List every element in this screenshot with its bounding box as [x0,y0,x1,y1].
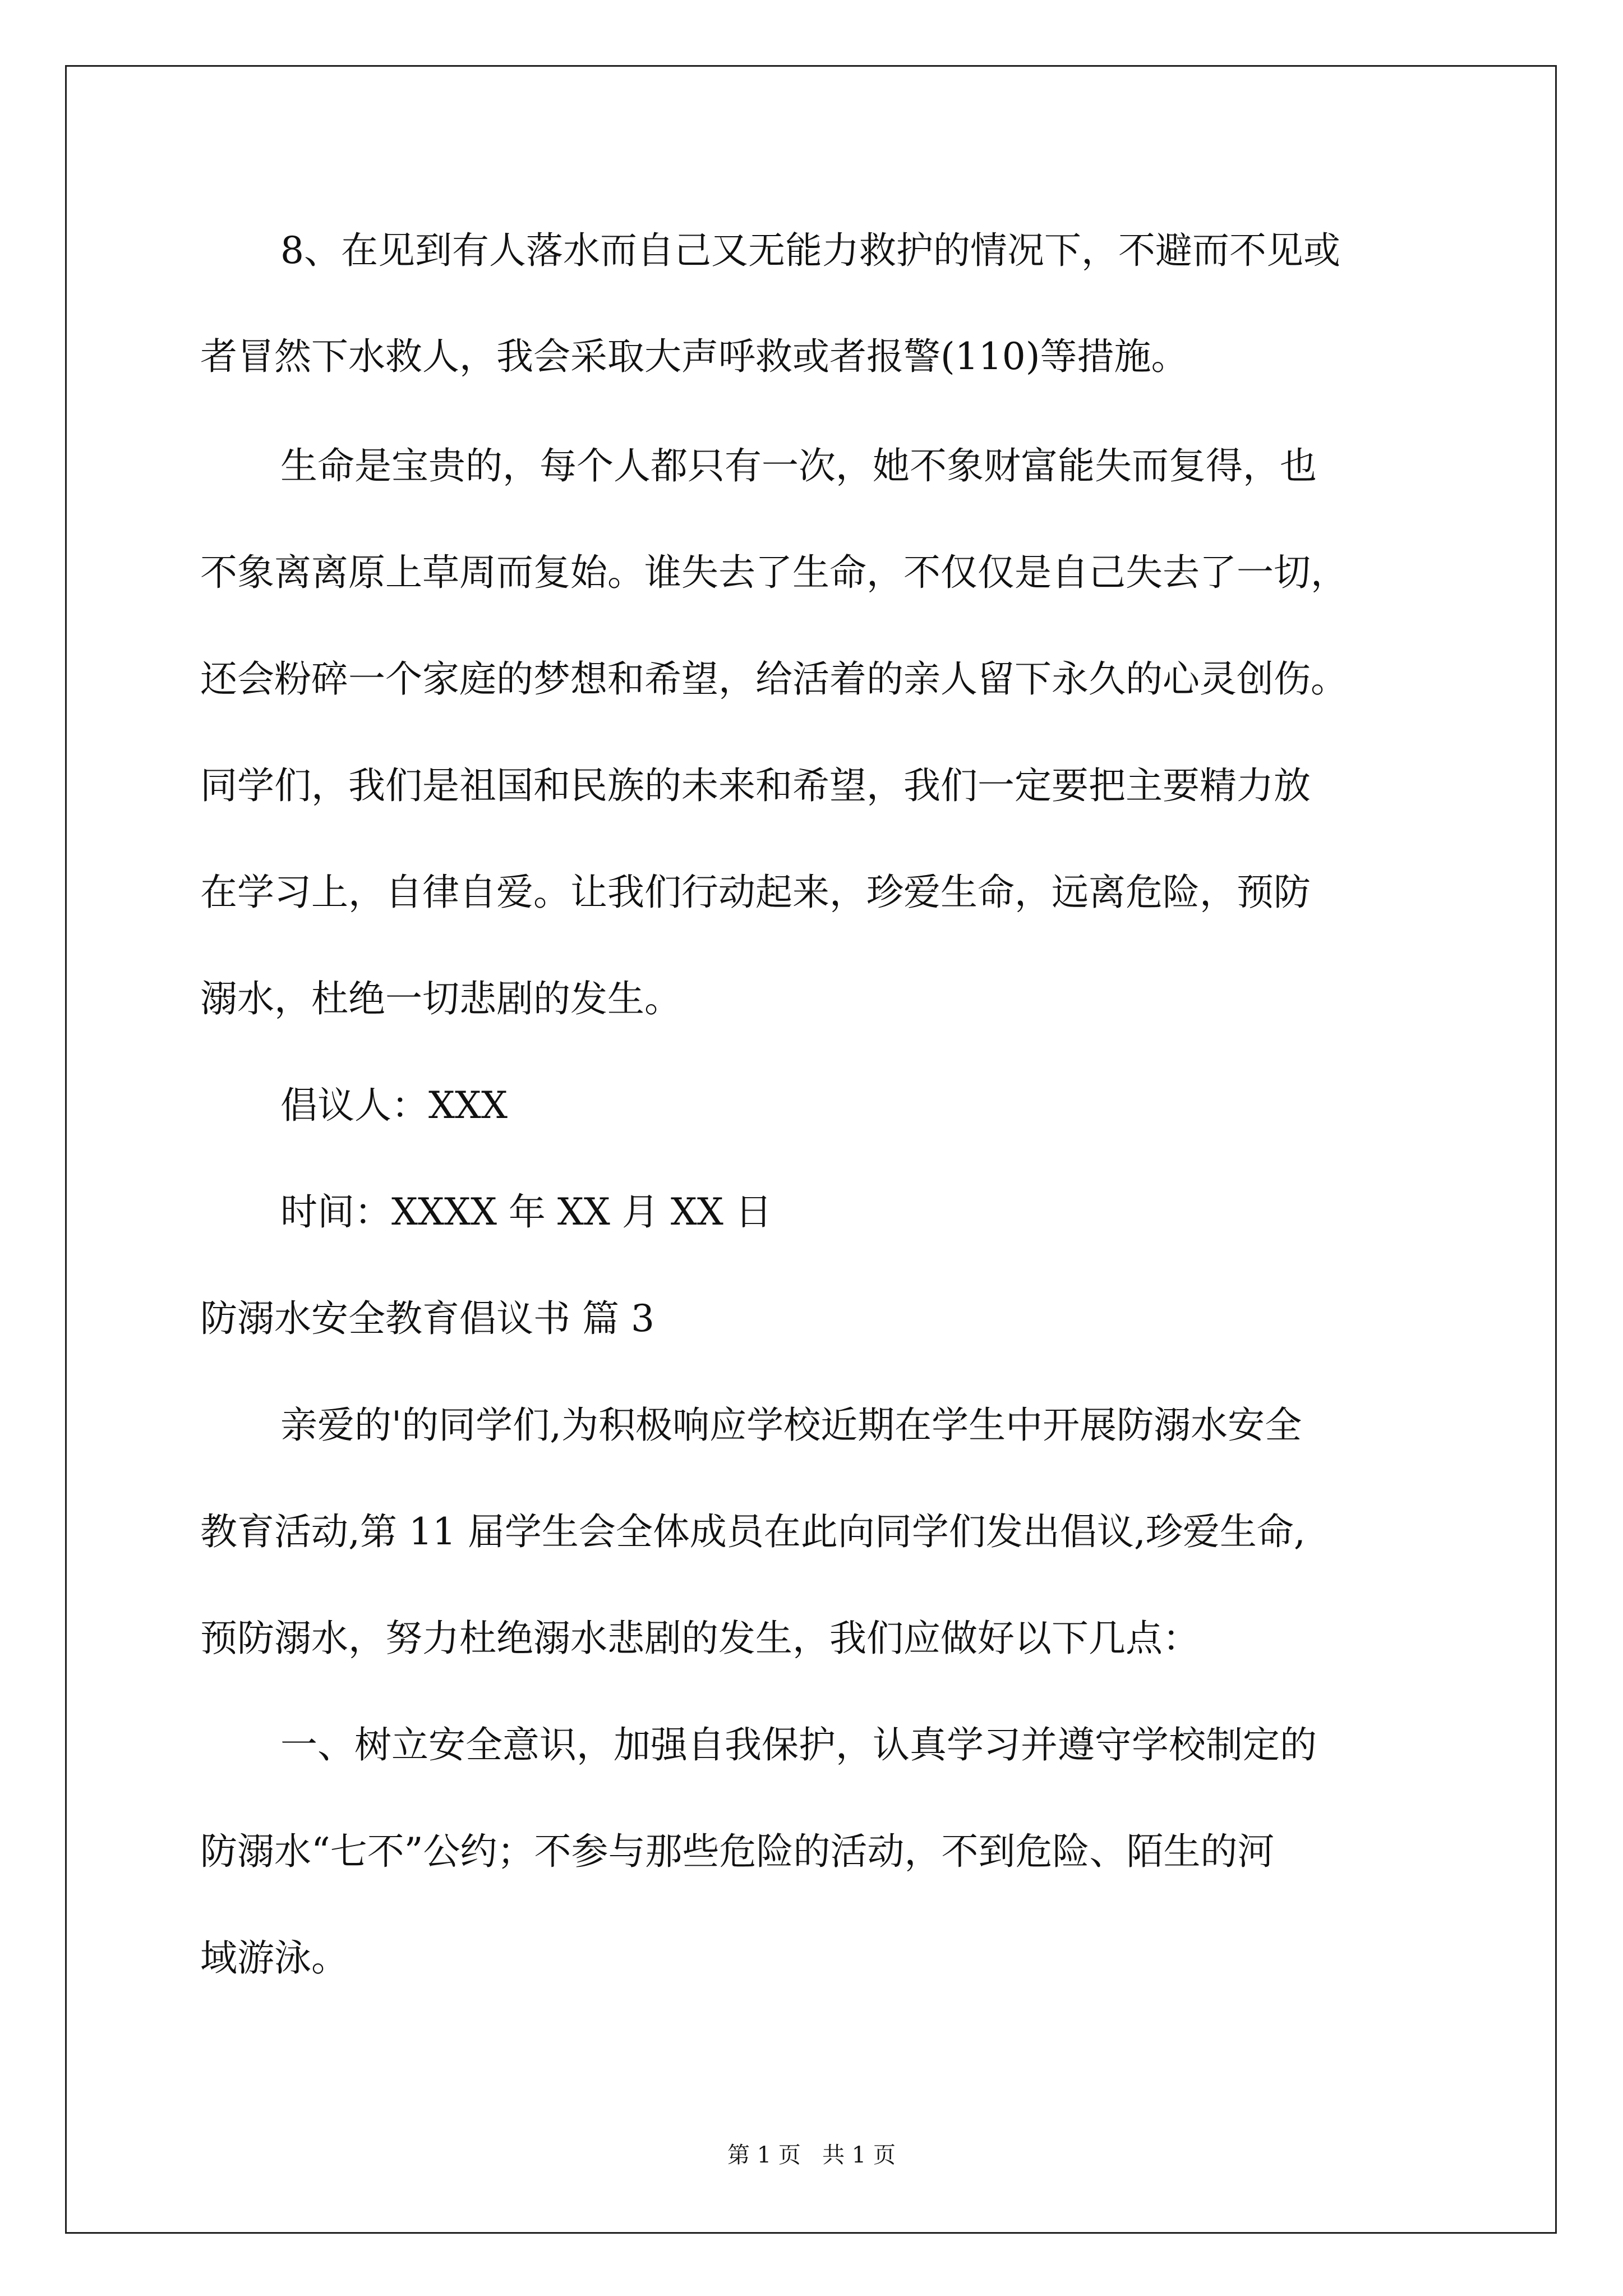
section-title: 防溺水安全教育倡议书 篇 3 [200,1297,654,1340]
text-line: 不象离离原上草周而复始。谁失去了生命，不仅仅是自己失去了一切， [200,551,1348,594]
text-line: 教育活动,第 11 届学生会全体成员在此向同学们发出倡议,珍爱生命, [200,1510,1306,1553]
date-line: 时间：XXXX 年 XX 月 XX 日 [280,1190,772,1234]
text-line: 在学习上，自律自爱。让我们行动起来，珍爱生命，远离危险，预防 [200,871,1311,914]
text-line: 8、在见到有人落水而自己又无能力救护的情况下，不避而不见或 [280,229,1340,272]
page-border [65,65,1557,2234]
text-line: 预防溺水，努力杜绝溺水悲剧的发生，我们应做好以下几点： [200,1617,1200,1660]
text-line: 同学们，我们是祖国和民族的未来和希望，我们一定要把主要精力放 [200,764,1311,807]
proposer-line: 倡议人：XXX [280,1084,508,1127]
text-line: 域游泳。 [200,1936,348,1980]
text-line: 生命是宝贵的，每个人都只有一次，她不象财富能失而复得，也 [280,444,1317,487]
text-line: 溺水，杜绝一切悲剧的发生。 [200,977,681,1020]
text-line: 一、树立安全意识，加强自我保护，认真学习并遵守学校制定的 [280,1723,1317,1766]
page-footer: 第 1 页 共 1 页 [727,2142,896,2168]
text-line: 还会粉碎一个家庭的梦想和希望，给活着的亲人留下永久的心灵创伤。 [200,657,1348,701]
text-line: 者冒然下水救人，我会采取大声呼救或者报警(110)等措施。 [200,335,1188,378]
text-line: 防溺水“七不”公约；不参与那些危险的活动，不到危险、陌生的河 [200,1830,1275,1873]
text-line: 亲爱的'的同学们,为积极响应学校近期在学生中开展防溺水安全 [280,1404,1302,1447]
